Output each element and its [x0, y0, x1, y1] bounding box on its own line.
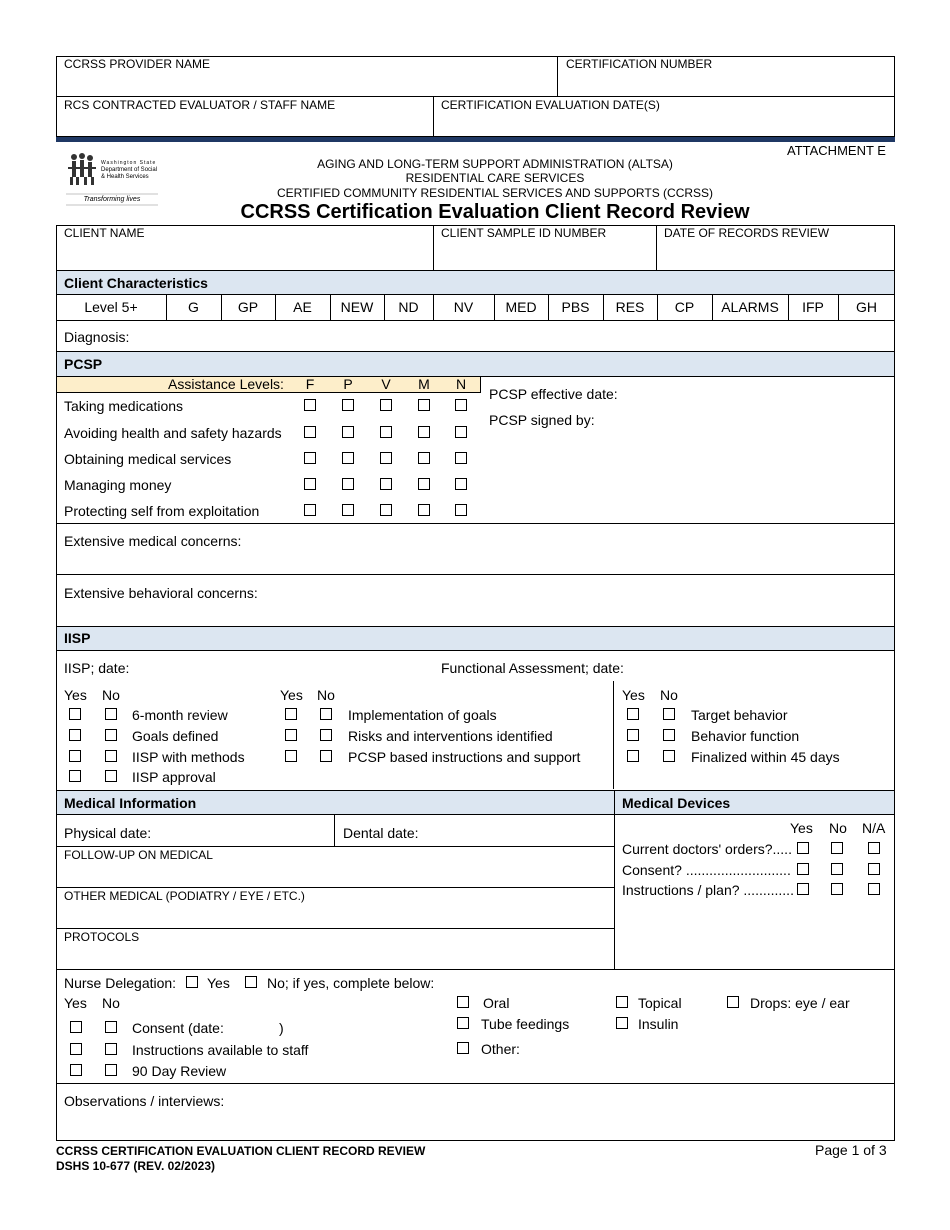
nurse-delegation-no-label: No; if yes, complete below: — [267, 975, 435, 991]
pcsp-row-label: Protecting self from exploitation — [64, 503, 260, 519]
yes-checkbox[interactable] — [70, 1064, 82, 1076]
review-date-field[interactable]: DATE OF RECORDS REVIEW — [664, 226, 830, 240]
no-checkbox[interactable] — [663, 729, 675, 741]
client-sample-id-field[interactable]: CLIENT SAMPLE ID NUMBER — [441, 226, 607, 240]
checkbox-v[interactable] — [380, 478, 392, 490]
tube-feedings-label: Tube feedings — [481, 1016, 570, 1032]
pcsp-effective-date-field[interactable]: PCSP effective date: — [489, 386, 618, 402]
pcsp-heading: PCSP — [64, 356, 103, 372]
checkbox-m[interactable] — [418, 452, 430, 464]
yes-checkbox[interactable] — [285, 729, 297, 741]
assistance-levels-label: Assistance Levels: — [168, 376, 284, 392]
checkbox-p[interactable] — [342, 426, 354, 438]
client-characteristics-heading: Client Characteristics — [64, 275, 208, 291]
pcsp-row-label: Avoiding health and safety hazards — [64, 425, 282, 441]
page-title: CCRSS Certification Evaluation Client Record Review — [240, 201, 750, 223]
iisp-item: 6-month review — [132, 707, 228, 723]
evaluator-name-field[interactable]: RCS CONTRACTED EVALUATOR / STAFF NAME — [64, 98, 336, 112]
page-number: Page 1 of 3 — [815, 1142, 887, 1158]
no-header: No — [102, 687, 120, 703]
footer-form-number: DSHS 10-677 (REV. 02/2023) — [56, 1159, 215, 1173]
no-checkbox[interactable] — [105, 1021, 117, 1033]
no-checkbox[interactable] — [663, 708, 675, 720]
insulin-checkbox[interactable] — [616, 1017, 628, 1029]
divider — [56, 96, 895, 97]
other-checkbox[interactable] — [457, 1042, 469, 1054]
na-checkbox[interactable] — [868, 883, 880, 895]
no-header: No — [317, 687, 335, 703]
client-name-field[interactable]: CLIENT NAME — [64, 226, 145, 240]
no-checkbox[interactable] — [320, 708, 332, 720]
divider — [56, 887, 614, 888]
yes-header: Yes — [622, 687, 645, 703]
logo-line: & Health Services — [101, 174, 149, 180]
divider — [334, 814, 335, 846]
no-checkbox[interactable] — [320, 729, 332, 741]
iisp-date-field[interactable]: IISP; date: — [64, 660, 130, 676]
ninety-day-review-label: 90 Day Review — [132, 1063, 227, 1079]
protocols-field[interactable]: PROTOCOLS — [64, 930, 140, 944]
yes-checkbox[interactable] — [627, 750, 639, 762]
divider-bar — [56, 137, 895, 142]
divider — [656, 225, 657, 270]
iisp-item: Implementation of goals — [348, 707, 497, 723]
footer-form-title: CCRSS CERTIFICATION EVALUATION CLIENT RECORD REVIEW — [56, 1144, 426, 1158]
nurse-delegation-yes-checkbox[interactable] — [186, 976, 198, 988]
nurse-delegation-no-checkbox[interactable] — [245, 976, 257, 988]
divider — [613, 681, 614, 789]
pcsp-row-label: Taking medications — [64, 398, 184, 414]
device-row-label: Instructions / plan? ............. — [622, 882, 794, 898]
characteristic-code[interactable]: Level 5+ — [84, 299, 138, 315]
no-checkbox[interactable] — [320, 750, 332, 762]
characteristic-code[interactable]: GP — [237, 299, 259, 315]
no-checkbox[interactable] — [105, 1043, 117, 1055]
characteristic-code[interactable]: IFP — [802, 299, 824, 315]
yes-checkbox[interactable] — [70, 1021, 82, 1033]
pcsp-row-label: Obtaining medical services — [64, 451, 232, 467]
checkbox-v[interactable] — [380, 504, 392, 516]
checkbox-f[interactable] — [304, 452, 316, 464]
other-medical-field[interactable]: OTHER MEDICAL (PODIATRY / EYE / ETC.) — [64, 889, 305, 903]
iisp-item: Behavior function — [691, 728, 800, 744]
yes-checkbox[interactable] — [797, 842, 809, 854]
divider — [56, 814, 895, 815]
divider — [56, 650, 895, 651]
device-row-label: Consent? ........................... — [622, 862, 791, 878]
divider — [56, 626, 895, 627]
no-checkbox[interactable] — [105, 1064, 117, 1076]
nurse-delegation-label: Nurse Delegation: — [64, 975, 177, 991]
characteristic-code[interactable]: MED — [505, 299, 537, 315]
topical-checkbox[interactable] — [616, 996, 628, 1008]
checkbox-n[interactable] — [455, 399, 467, 411]
divider — [433, 225, 434, 270]
characteristic-code[interactable]: NV — [453, 299, 474, 315]
no-checkbox[interactable] — [105, 770, 117, 782]
checkbox-n[interactable] — [455, 426, 467, 438]
oral-checkbox[interactable] — [457, 996, 469, 1008]
evaluation-dates-field[interactable]: CERTIFICATION EVALUATION DATE(S) — [441, 98, 660, 112]
provider-name-field[interactable]: CCRSS PROVIDER NAME — [64, 57, 211, 71]
no-header: No — [102, 995, 120, 1011]
yes-checkbox[interactable] — [69, 770, 81, 782]
medical-devices-heading: Medical Devices — [622, 795, 731, 811]
dshs-logo — [64, 152, 160, 206]
drops-label: Drops: eye / ear — [750, 995, 850, 1011]
na-checkbox[interactable] — [868, 842, 880, 854]
level-header: M — [418, 376, 430, 392]
diagnosis-field[interactable]: Diagnosis: — [64, 329, 130, 345]
functional-assessment-field[interactable]: Functional Assessment; date: — [441, 660, 624, 676]
logo-line: Washington State — [101, 160, 157, 166]
divider — [56, 523, 895, 524]
no-checkbox[interactable] — [105, 729, 117, 741]
iisp-item: PCSP based instructions and support — [348, 749, 581, 765]
certification-number-field[interactable]: CERTIFICATION NUMBER — [566, 57, 713, 71]
no-header: No — [829, 820, 847, 836]
divider — [56, 790, 895, 791]
yes-checkbox[interactable] — [69, 729, 81, 741]
agency-line: AGING AND LONG-TERM SUPPORT ADMINISTRATION (ALTSA) — [317, 157, 673, 171]
instructions-available-label: Instructions available to staff — [132, 1042, 309, 1058]
divider — [56, 928, 614, 929]
divider — [56, 351, 895, 352]
consent-date-field[interactable]: Consent (date: — [132, 1020, 224, 1036]
iisp-item: Target behavior — [691, 707, 788, 723]
divider — [614, 790, 615, 970]
characteristic-code[interactable]: CP — [674, 299, 695, 315]
yes-checkbox[interactable] — [285, 708, 297, 720]
iisp-heading: IISP — [64, 630, 91, 646]
device-row-label: Current doctors' orders?..... — [622, 841, 792, 857]
checkbox-m[interactable] — [418, 504, 430, 516]
section-band — [57, 626, 894, 650]
level-header: F — [305, 376, 315, 392]
checkbox-m[interactable] — [418, 478, 430, 490]
yes-checkbox[interactable] — [627, 708, 639, 720]
yes-header: Yes — [64, 995, 87, 1011]
extensive-medical-field[interactable]: Extensive medical concerns: — [64, 533, 242, 549]
section-band — [57, 351, 894, 376]
iisp-item: Goals defined — [132, 728, 219, 744]
yes-checkbox[interactable] — [69, 708, 81, 720]
characteristic-code[interactable]: PBS — [561, 299, 590, 315]
no-checkbox[interactable] — [663, 750, 675, 762]
checkbox-v[interactable] — [380, 399, 392, 411]
attachment-label: ATTACHMENT E — [787, 143, 886, 158]
iisp-item: IISP approval — [132, 769, 216, 785]
characteristic-code[interactable]: NEW — [340, 299, 374, 315]
checkbox-p[interactable] — [342, 504, 354, 516]
iisp-item: IISP with methods — [132, 749, 245, 765]
divider — [557, 56, 558, 96]
checkbox-v[interactable] — [380, 452, 392, 464]
insulin-label: Insulin — [638, 1016, 679, 1032]
checkbox-v[interactable] — [380, 426, 392, 438]
pcsp-signed-by-field[interactable]: PCSP signed by: — [489, 412, 595, 428]
divider — [56, 1083, 895, 1084]
characteristic-code[interactable]: ND — [398, 299, 419, 315]
yes-checkbox[interactable] — [797, 863, 809, 875]
characteristic-code[interactable]: G — [188, 299, 199, 315]
pcsp-row-label: Managing money — [64, 477, 172, 493]
no-checkbox[interactable] — [831, 842, 843, 854]
topical-label: Topical — [638, 995, 682, 1011]
checkbox-n[interactable] — [455, 452, 467, 464]
divider — [56, 270, 895, 271]
yes-header: Yes — [280, 687, 303, 703]
na-checkbox[interactable] — [868, 863, 880, 875]
level-header: N — [455, 376, 467, 392]
physical-date-field[interactable]: Physical date: — [64, 825, 152, 841]
yes-header: Yes — [64, 687, 87, 703]
tube-feedings-checkbox[interactable] — [457, 1017, 469, 1029]
checkbox-p[interactable] — [342, 399, 354, 411]
yes-checkbox[interactable] — [69, 750, 81, 762]
yes-checkbox[interactable] — [627, 729, 639, 741]
no-checkbox[interactable] — [831, 863, 843, 875]
checkbox-f[interactable] — [304, 426, 316, 438]
no-checkbox[interactable] — [831, 883, 843, 895]
no-header: No — [660, 687, 678, 703]
checkbox-f[interactable] — [304, 399, 316, 411]
divider — [56, 846, 614, 847]
observations-field[interactable]: Observations / interviews: — [64, 1093, 225, 1109]
logo-line: Department of Social — [101, 167, 158, 173]
agency-line: CERTIFIED COMMUNITY RESIDENTIAL SERVICES AND SUPPORTS (CCRSS) — [276, 186, 714, 200]
yes-checkbox[interactable] — [285, 750, 297, 762]
divider — [56, 969, 895, 970]
medical-information-heading: Medical Information — [64, 795, 197, 811]
divider — [433, 96, 434, 137]
characteristic-code[interactable]: ALARMS — [721, 299, 779, 315]
checkbox-m[interactable] — [418, 426, 430, 438]
yes-checkbox[interactable] — [70, 1043, 82, 1055]
checkbox-p[interactable] — [342, 452, 354, 464]
checkbox-n[interactable] — [455, 504, 467, 516]
characteristic-code[interactable]: RES — [615, 299, 645, 315]
divider — [56, 574, 895, 575]
oral-label: Oral — [483, 995, 510, 1011]
dental-date-field[interactable]: Dental date: — [343, 825, 419, 841]
yes-checkbox[interactable] — [797, 883, 809, 895]
agency-line: RESIDENTIAL CARE SERVICES — [405, 171, 585, 185]
characteristic-code[interactable]: AE — [293, 299, 312, 315]
no-checkbox[interactable] — [105, 708, 117, 720]
followup-medical-field[interactable]: FOLLOW-UP ON MEDICAL — [64, 848, 213, 862]
checkbox-m[interactable] — [418, 399, 430, 411]
checkbox-f[interactable] — [304, 504, 316, 516]
checkbox-p[interactable] — [342, 478, 354, 490]
checkbox-n[interactable] — [455, 478, 467, 490]
checkbox-f[interactable] — [304, 478, 316, 490]
drops-checkbox[interactable] — [727, 996, 739, 1008]
logo-tagline: Transforming lives — [83, 196, 141, 203]
nurse-delegation-yes-label: Yes — [207, 975, 230, 991]
consent-date-close: ) — [279, 1020, 284, 1036]
no-checkbox[interactable] — [105, 750, 117, 762]
extensive-behavioral-field[interactable]: Extensive behavioral concerns: — [64, 585, 258, 601]
level-header: V — [381, 376, 391, 392]
characteristic-code[interactable]: GH — [856, 299, 877, 315]
yes-header: Yes — [790, 820, 813, 836]
na-header: N/A — [862, 820, 886, 836]
level-header: P — [343, 376, 353, 392]
other-field[interactable]: Other: — [481, 1041, 520, 1057]
divider — [56, 320, 895, 321]
iisp-item: Risks and interventions identified — [348, 728, 553, 744]
iisp-item: Finalized within 45 days — [691, 749, 840, 765]
